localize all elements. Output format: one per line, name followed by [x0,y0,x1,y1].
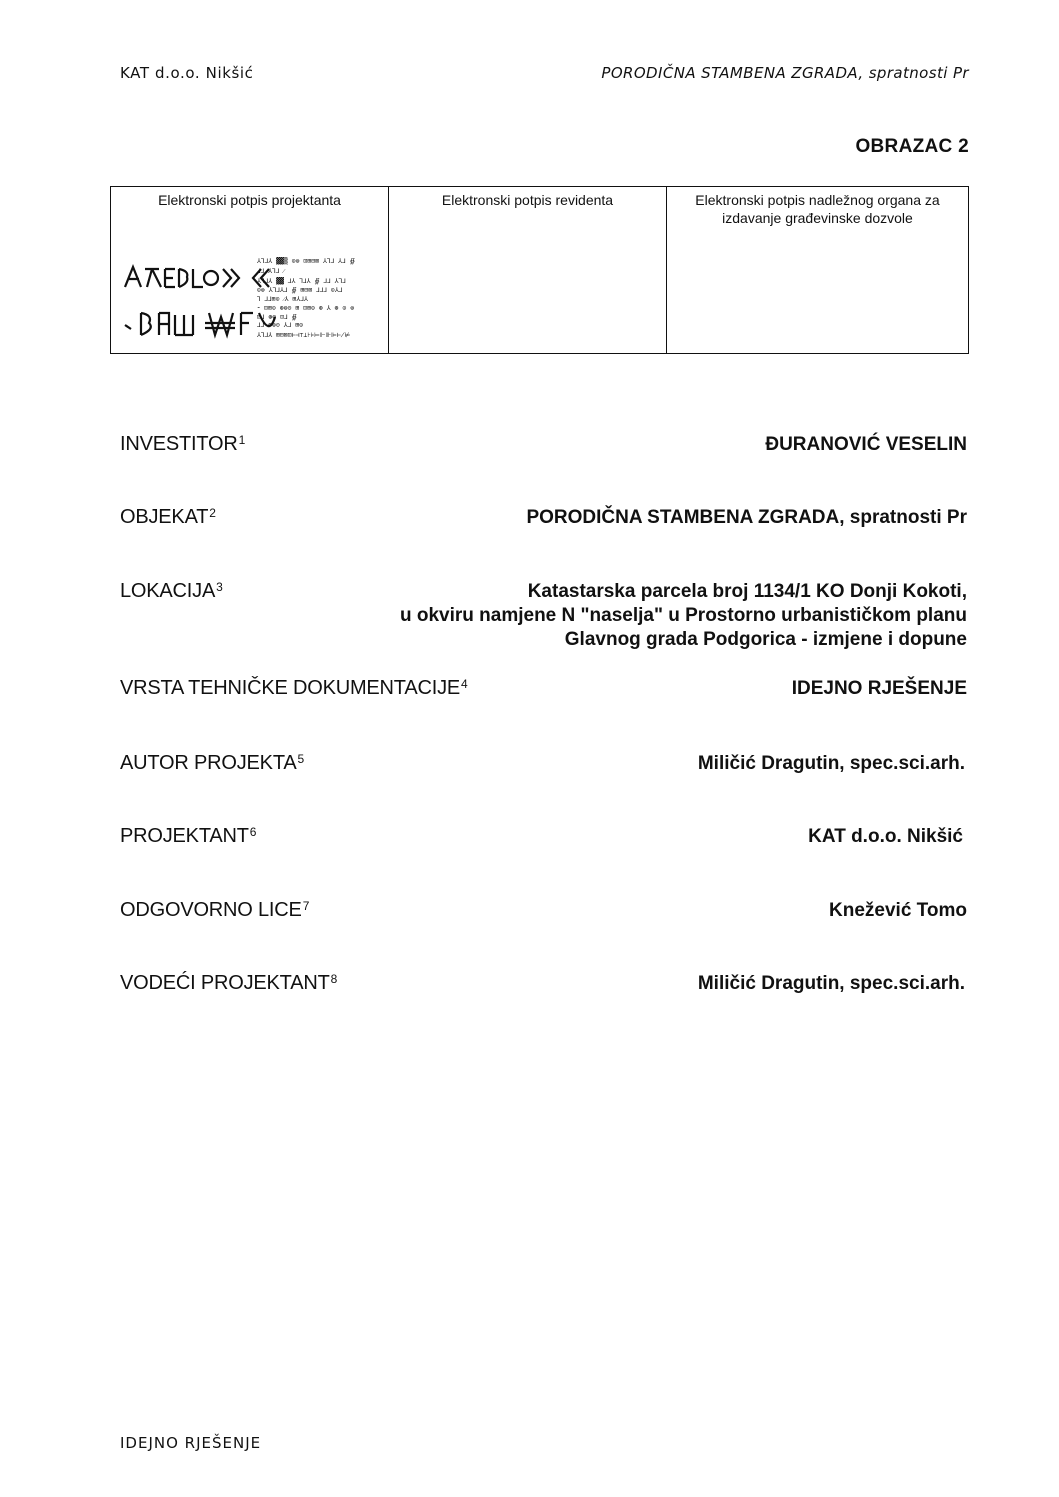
designer-signature-label: Elektronski potpis projektanta [158,192,341,208]
form-title: OBRAZAC 2 [855,136,969,157]
location-label: LOKACIJA$^3$ [120,580,223,602]
authority-signature-cell [667,187,969,354]
project-author-value: Miličić Dragutin, spec.sci.arh. [697,753,965,774]
responsible-person-value: Knežević Tomo [829,900,967,921]
investor-label: INVESTITOR$^1$ [120,433,246,455]
reviewer-signature-label: Elektronski potpis revidenta [441,192,614,208]
svg-text:⊡⅃ ⊛⊜ ⊡⅃ ∯: ⊡⅃ ⊛⊜ ⊡⅃ ∯ [257,313,297,321]
svg-text:⅄⅂⅃⅄ ▓▓▒ ⊙⊚ ⊡⊞⊟⊠ ⅄⅂⅃ ⅄⅃ ∯: ⅄⅂⅃⅄ ▓▓▒ ⊙⊚ ⊡⊞⊟⊠ ⅄⅂⅃ ⅄⅃ ∯ [257,257,355,265]
svg-text:⅄⅂⅃⅄ ⊞⊟⊠⊡⊢⊣⊤⊥⊦⊧⊨⊩⊪⊫⊬⊭: ⅄⅂⅃⅄ ⊞⊟⊠⊡⊢⊣⊤⊥⊦⊧⊨⊩⊪⊫⊬⊭ [257,331,351,339]
documentation-type-label: VRSTA TEHNIČKE DOKUMENTACIJE$^4$ [120,677,468,699]
authority-signature-label: Elektronski potpis nadležnog organa za izdavanje građevinske dozvole [695,192,940,226]
svg-text:⊙⊚ ⅄⅂⅃⅄⅃ ∯ ⊞⊟⊠ ⅃⅃⅃ ⊙⅄⅃: ⊙⊚ ⅄⅂⅃⅄⅃ ∯ ⊞⊟⊠ ⅃⅃⅃ ⊙⅄⅃ [257,286,343,294]
location-line: u okviru namjene N "naselja" u Prostorno urbanističkom planu [399,605,967,626]
responsible-person-label: ODGOVORNO LICE$^7$ [120,899,310,921]
signature-table [110,186,969,354]
project-author-label: AUTOR PROJEKTA$^5$ [120,752,304,774]
designer-signature-cell [111,187,389,354]
location-value [400,580,967,652]
lead-designer-value: Miličić Dragutin, spec.sci.arh. [697,973,965,994]
investor-value: ĐURANOVIĆ VESELIN [765,434,967,455]
svg-text:⅃⅃ ⊛⊜⊝ ⅄⅃ ⊞⊙: ⅃⅃ ⊛⊜⊝ ⅄⅃ ⊞⊙ [257,321,304,329]
designer-label: PROJEKTANT$^6$ [120,825,257,847]
svg-text:⁃ ⊡⊞⊙ ⊛⊜⊝ ⊞ ⊡⊞⊙ ⊛ ⅄ ⊛ ⊙ ⊚: ⁃ ⊡⊞⊙ ⊛⊜⊝ ⊞ ⊡⊞⊙ ⊛ ⅄ ⊛ ⊙ ⊚ [257,304,355,312]
object-value: PORODIČNA STAMBENA ZGRADA, spratnosti Pr [526,507,967,528]
location-line: Katastarska parcela broj 1134/1 KO Donji Kokoti, [527,581,967,602]
lead-designer-label: VODEĆI PROJEKTANT$^8$ [120,972,338,994]
svg-text:⅂ ⅃⅃⊞⊙ ⁄⅄ ⊞⅄⅃⅄: ⅂ ⅃⅃⊞⊙ ⁄⅄ ⊞⅄⅃⅄ [257,295,308,303]
header-project-title: PORODIČNA STAMBENA ZGRADA, spratnosti Pr [601,64,969,82]
reviewer-signature-cell [389,187,667,354]
svg-text:⅃⅃ ⅄⅂⅃ ⁄: ⅃⅃ ⅄⅂⅃ ⁄ [257,267,285,275]
header-company: KAT d.o.o. Nikšić [120,64,254,82]
location-line: Glavnog grada Podgorica - izmjene i dopune [564,629,967,650]
svg-text:⅄⅂⅃⅄ ▓▓ ⅃⅄ ⅂⅃⅄ ∯ ⅃⅃ ⅄⅂⅃: ⅄⅂⅃⅄ ▓▓ ⅃⅄ ⅂⅃⅄ ∯ ⅃⅃ ⅄⅂⅃ [257,277,346,285]
footer-document-type: IDEJNO RJEŠENJE [120,1434,262,1452]
object-label: OBJEKAT$^2$ [120,506,216,528]
designer-value: KAT d.o.o. Nikšić [808,826,963,847]
documentation-type-value: IDEJNO RJEŠENJE [791,678,967,699]
digital-signature-stamp [119,257,379,353]
